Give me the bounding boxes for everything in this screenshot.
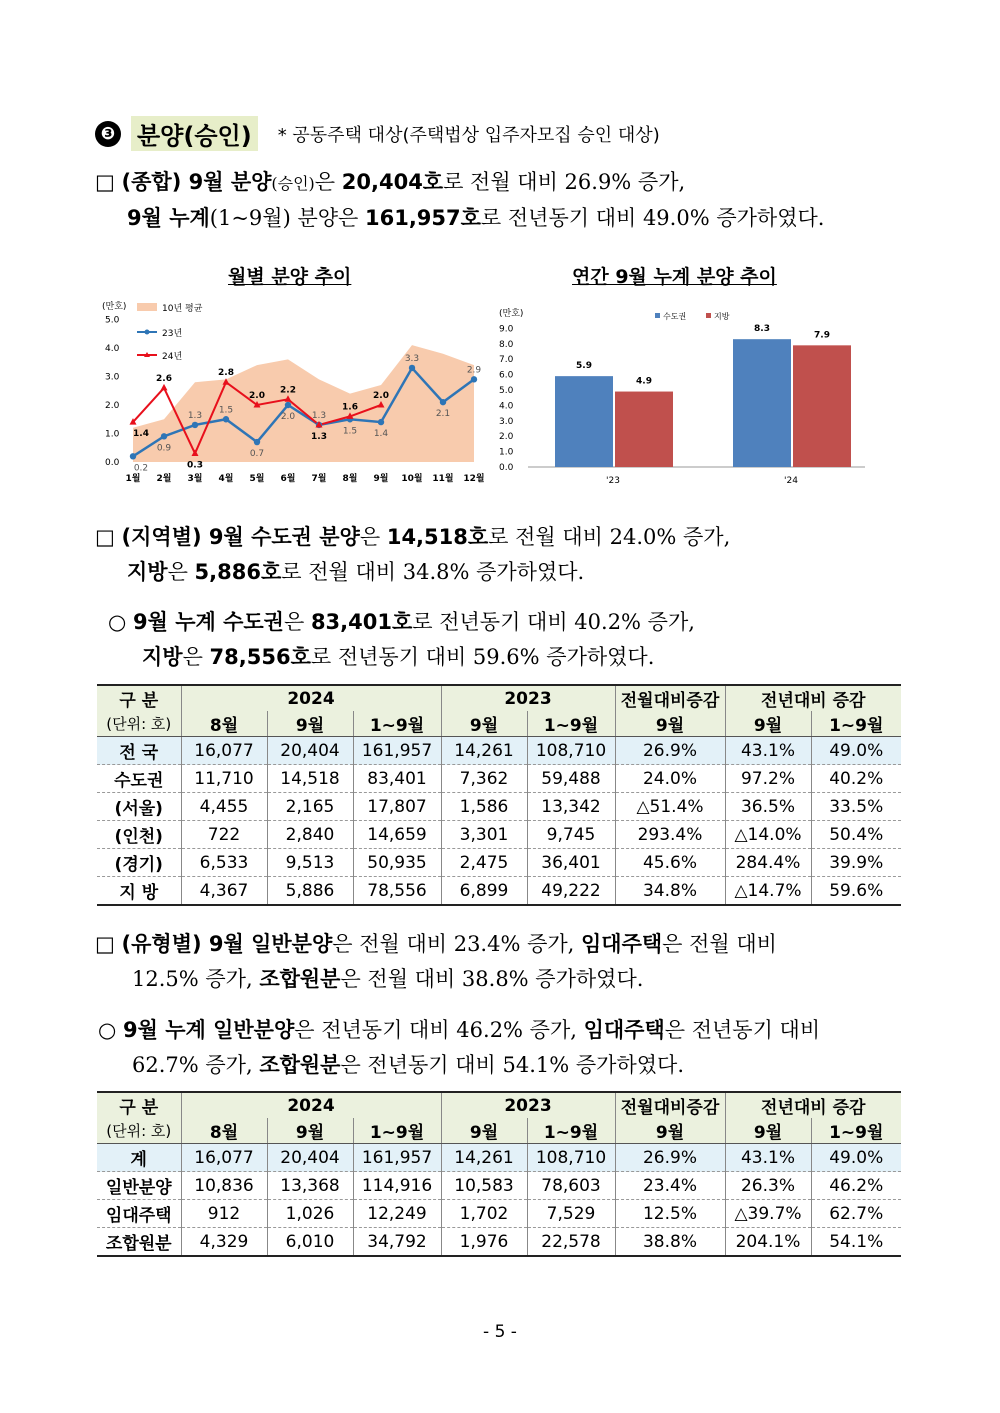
cumulative-bar-chart [495, 302, 870, 492]
table-cell: 108,710 [527, 1144, 615, 1172]
table-cell: 24.0% [615, 765, 725, 793]
header-unit: (단위: 호) [97, 711, 181, 737]
y-tick-label: 1.0 [105, 429, 120, 440]
table-cell: 12,249 [353, 1200, 441, 1228]
header-yoy: 전년대비 증감 [725, 685, 901, 711]
table-cell: 10,836 [181, 1172, 267, 1200]
table-cell: 49.0% [811, 737, 901, 765]
table-cell: 39.9% [811, 849, 901, 877]
type-paragraph: □ (유형별) 9월 일반분양은 전월 대비 23.4% 증가, 임대주택은 전월 대비 12.5% 증가, 조합원분은 전월 대비 38.8% 증가하였다. [95, 932, 777, 991]
row-header: 전 국 [97, 737, 181, 765]
row-header: 조합원분 [97, 1228, 181, 1257]
legend-a-swatch [655, 313, 660, 318]
table-cell: 9,745 [527, 821, 615, 849]
table-cell: △39.7% [725, 1200, 811, 1228]
table-cell: 4,367 [181, 877, 267, 906]
label-23: 3.3 [404, 353, 420, 364]
table-cell: 7,362 [441, 765, 527, 793]
header-2023: 2023 [441, 685, 615, 711]
label-24: 0.3 [187, 460, 203, 471]
table-cell: 912 [181, 1200, 267, 1228]
table-cell: 38.8% [615, 1228, 725, 1257]
x-tick-label: 7월 [311, 474, 327, 484]
label-23: 2.1 [435, 409, 451, 420]
y-tick-label: 3.0 [499, 416, 514, 427]
table-cell: 45.6% [615, 849, 725, 877]
legend-b-label: 지방 [714, 312, 730, 321]
table-cell: 2,475 [441, 849, 527, 877]
table-cell: △51.4% [615, 793, 725, 821]
table-cell: 46.2% [811, 1172, 901, 1200]
row-header: (경기) [97, 849, 181, 877]
bar-b [793, 345, 851, 467]
table-cell: 23.4% [615, 1172, 725, 1200]
table-cell: 2,840 [267, 821, 353, 849]
chart1-unit: (만호) [102, 302, 127, 312]
table-cell: △14.0% [725, 821, 811, 849]
label-24: 2.2 [280, 385, 296, 396]
row-header: 계 [97, 1144, 181, 1172]
x-tick-label: 8월 [342, 474, 358, 484]
table-row [97, 793, 901, 821]
table-cell: 10,583 [441, 1172, 527, 1200]
table-cell: 26.9% [615, 1144, 725, 1172]
table-cell: 20,404 [267, 1144, 353, 1172]
table-cell: 36.5% [725, 793, 811, 821]
x-tick-label: 6월 [280, 474, 296, 484]
table-cell: 17,807 [353, 793, 441, 821]
table-row [97, 737, 901, 765]
table-cell: 6,899 [441, 877, 527, 906]
legend-24-label: 24년 [162, 352, 183, 362]
y-tick-label: 7.0 [499, 355, 514, 366]
table-cell: 1,702 [441, 1200, 527, 1228]
label-23: 0.7 [249, 449, 265, 460]
table-cell: 204.1% [725, 1228, 811, 1257]
label-23: 1.4 [373, 429, 389, 440]
bar-b [615, 392, 673, 467]
table-cell: 14,659 [353, 821, 441, 849]
table-cell: 13,368 [267, 1172, 353, 1200]
label-23: 0.9 [156, 443, 172, 454]
table-cell: 78,603 [527, 1172, 615, 1200]
y-tick-label: 6.0 [499, 370, 514, 381]
table-cell: 49,222 [527, 877, 615, 906]
x-tick-label: 11월 [432, 474, 454, 484]
table-row [97, 1200, 901, 1228]
row-header: 지 방 [97, 877, 181, 906]
table-cell: 3,301 [441, 821, 527, 849]
table-cell: 50,935 [353, 849, 441, 877]
label-24: 2.0 [249, 391, 265, 401]
table-cell: 43.1% [725, 1144, 811, 1172]
chart1-title: 월별 분양 추이 [228, 266, 352, 288]
table-cell: 9,513 [267, 849, 353, 877]
table-cell: 59,488 [527, 765, 615, 793]
y-tick-label: 4.0 [105, 344, 120, 354]
table-row [97, 765, 901, 793]
table-cell: 293.4% [615, 821, 725, 849]
legend-avg-label: 10년 평균 [162, 304, 203, 314]
table-cell: 6,010 [267, 1228, 353, 1257]
table-cell: 11,710 [181, 765, 267, 793]
y-tick-label: 2.0 [105, 401, 120, 411]
table-cell: 12.5% [615, 1200, 725, 1228]
table-row [97, 1228, 901, 1257]
table-row [97, 1144, 901, 1172]
header-gubun: 구 분 [97, 685, 181, 711]
table-cell: 1,586 [441, 793, 527, 821]
table-cell: 97.2% [725, 765, 811, 793]
table-cell: 1,026 [267, 1200, 353, 1228]
table-cell: 108,710 [527, 737, 615, 765]
table-row [97, 1172, 901, 1200]
bar-b-label: 7.9 [814, 330, 830, 341]
label-23: 0.2 [133, 463, 149, 474]
table-cell: 14,261 [441, 737, 527, 765]
point-23 [130, 453, 136, 459]
point-23 [440, 399, 446, 405]
table-cell: 26.3% [725, 1172, 811, 1200]
row-header: (인천) [97, 821, 181, 849]
row-header: (서울) [97, 793, 181, 821]
table-cell: 161,957 [353, 1144, 441, 1172]
header-gubun: 구 분 [97, 1092, 181, 1118]
label-24: 1.6 [342, 402, 358, 413]
summary-paragraph: □ (종합) 9월 분양(승인)은 20,404호로 전월 대비 26.9% 증가, 9월 누계(1~9월) 분양은 161,957호로 전년동기 대비 49.0% 증가하였다. [95, 170, 825, 230]
table-cell: 1,976 [441, 1228, 527, 1257]
y-tick-label: 2.0 [499, 432, 514, 443]
x-tick-label: 5월 [249, 474, 265, 484]
section-title [95, 116, 660, 151]
table-cell: 83,401 [353, 765, 441, 793]
row-header: 일반분양 [97, 1172, 181, 1200]
legend-avg-swatch [137, 303, 157, 311]
x-tick-label: 3월 [187, 474, 203, 484]
table-cell: 33.5% [811, 793, 901, 821]
table-cell: 59.6% [811, 877, 901, 906]
table-cell: 5,886 [267, 877, 353, 906]
page-number: - 5 - [483, 1322, 517, 1342]
x-tick-label: '23 [606, 476, 620, 486]
legend-b-swatch [706, 313, 711, 318]
label-23: 1.5 [218, 405, 234, 416]
type-cumulative-paragraph: ○ 9월 누계 일반분양은 전년동기 대비 46.2% 증가, 임대주택은 전년동기 대비 62.7% 증가, 조합원분은 전년동기 대비 54.1% 증가하였다. [98, 1018, 821, 1077]
table-cell: 4,455 [181, 793, 267, 821]
x-tick-label: '24 [784, 476, 798, 486]
label-24: 2.0 [373, 391, 389, 401]
label-24: 2.6 [156, 373, 172, 384]
header-yoy: 전년대비 증감 [725, 1092, 901, 1118]
table-cell: △14.7% [725, 877, 811, 906]
table-cell: 22,578 [527, 1228, 615, 1257]
table-cell: 2,165 [267, 793, 353, 821]
table-cell: 50.4% [811, 821, 901, 849]
table-cell: 62.7% [811, 1200, 901, 1228]
table-cell: 16,077 [181, 1144, 267, 1172]
table-row [97, 849, 901, 877]
point-23 [223, 416, 229, 422]
point-23 [254, 439, 260, 445]
table-row [97, 877, 901, 906]
bar-a [555, 376, 613, 467]
y-tick-label: 4.0 [499, 401, 514, 412]
table-cell: 6,533 [181, 849, 267, 877]
section-heading: 분양(승인) [131, 116, 258, 151]
point-23 [192, 422, 198, 428]
table-cell: 20,404 [267, 737, 353, 765]
point-23 [409, 365, 415, 371]
header-2024: 2024 [181, 685, 441, 711]
x-tick-label: 4월 [218, 474, 234, 484]
regional-cumulative-paragraph: ○ 9월 누계 수도권은 83,401호로 전년동기 대비 40.2% 증가, 지방은 78,556호로 전년동기 대비 59.6% 증가하였다. [108, 610, 695, 669]
table-cell: 284.4% [725, 849, 811, 877]
label-23: 2.0 [280, 412, 296, 422]
table-cell: 49.0% [811, 1144, 901, 1172]
header-2023: 2023 [441, 1092, 615, 1118]
bar-a [733, 339, 791, 467]
table-cell: 722 [181, 821, 267, 849]
x-tick-label: 1월 [125, 474, 141, 484]
label-24: 1.3 [311, 431, 327, 442]
table-cell: 43.1% [725, 737, 811, 765]
table-cell: 54.1% [811, 1228, 901, 1257]
bar-a-label: 8.3 [754, 324, 770, 335]
label-23: 1.5 [342, 426, 358, 437]
table-cell: 36,401 [527, 849, 615, 877]
table-cell: 7,529 [527, 1200, 615, 1228]
y-tick-label: 1.0 [499, 447, 514, 458]
y-tick-label: 0.0 [105, 458, 120, 468]
table-cell: 114,916 [353, 1172, 441, 1200]
table-row [97, 821, 901, 849]
table-cell: 4,329 [181, 1228, 267, 1257]
y-tick-label: 8.0 [499, 339, 514, 350]
section-number: ❸ [95, 121, 121, 147]
label-23: 1.3 [311, 410, 327, 421]
y-tick-label: 5.0 [105, 315, 120, 326]
type-table: 구 분 2024 2023 전월대비증감 전년대비 증감 (단위: 호) 8월 9월 1~9월 9월 1~9월 9월 9월 1~9월 계 16,077 20,404 161,957 14,261 108,710 26.9% 43.1% 49.0% 일반분양 10,836 13,368 114,916 10,583 78,603 23.4% 26.3% 46.2% 임대주택 912 1,026 12,249 1,702 7,529 12.5% △39.7% 62.7% 조합원분 4,329 6,010 34,792 1,976 22,578 38.8% 204.1% 54.1% [97, 1091, 901, 1257]
point-23 [285, 402, 291, 408]
bar-b-label: 4.9 [636, 376, 652, 387]
regional-table: 구 분 2024 2023 전월대비증감 전년대비 증감 (단위: 호) 8월 9월 1~9월 9월 1~9월 9월 9월 1~9월 전 국 16,077 20,404 161,957 14,261 108,710 26.9% 43.1% 49.0% 수도권 11,710 14,518 83,401 7,362 59,488 24.0% 97.2% 40.2% (서울) 4,455 2,165 17,807 1,586 13,342 △51.4% 36.5% 33.5% (인천) 722 2,840 14,659 3,301 9,745 293.4% △14.0% 50.4% (경기) 6,533 9,513 50,935 2,475 36,401 45.6% 284.4% 39.9% 지 방 4,367 5,886 78,556 6,899 49,222 34.8% △14.7% 59.6% [97, 684, 901, 906]
legend-a-label: 수도권 [663, 312, 687, 321]
chart2-unit: (만호) [499, 309, 524, 319]
header-mom: 전월대비증감 [615, 1092, 725, 1118]
table-cell: 78,556 [353, 877, 441, 906]
y-tick-label: 3.0 [105, 372, 120, 383]
x-tick-label: 10월 [401, 474, 423, 484]
label-23: 2.9 [466, 365, 482, 376]
table-cell: 16,077 [181, 737, 267, 765]
point-23 [378, 419, 384, 425]
row-header: 임대주택 [97, 1200, 181, 1228]
y-tick-label: 5.0 [499, 386, 514, 396]
regional-paragraph: □ (지역별) 9월 수도권 분양은 14,518호로 전월 대비 24.0% 증가, 지방은 5,886호로 전월 대비 34.8% 증가하였다. [95, 525, 731, 584]
point-23 [161, 433, 167, 439]
point-23 [471, 376, 477, 382]
header-unit: (단위: 호) [97, 1118, 181, 1144]
table-cell: 14,518 [267, 765, 353, 793]
monthly-line-chart [95, 292, 500, 492]
table-cell: 161,957 [353, 737, 441, 765]
table-cell: 40.2% [811, 765, 901, 793]
row-header: 수도권 [97, 765, 181, 793]
x-tick-label: 9월 [373, 474, 389, 484]
table-cell: 13,342 [527, 793, 615, 821]
label-24: 1.4 [133, 429, 149, 440]
chart2-title: 연간 9월 누계 분양 추이 [572, 266, 777, 288]
table-cell: 34,792 [353, 1228, 441, 1257]
label-23: 1.3 [187, 410, 203, 421]
header-mom: 전월대비증감 [615, 685, 725, 711]
legend-23-label: 23년 [162, 329, 183, 339]
section-note: * 공동주택 대상(주택법상 입주자모집 승인 대상) [277, 124, 660, 146]
x-tick-label: 2월 [156, 474, 172, 484]
table-cell: 26.9% [615, 737, 725, 765]
label-24: 2.8 [218, 368, 234, 379]
bar-a-label: 5.9 [576, 361, 592, 372]
header-2024: 2024 [181, 1092, 441, 1118]
y-tick-label: 0.0 [499, 463, 514, 473]
y-tick-label: 9.0 [499, 324, 514, 335]
table-cell: 34.8% [615, 877, 725, 906]
table-cell: 14,261 [441, 1144, 527, 1172]
x-tick-label: 12월 [463, 474, 485, 484]
